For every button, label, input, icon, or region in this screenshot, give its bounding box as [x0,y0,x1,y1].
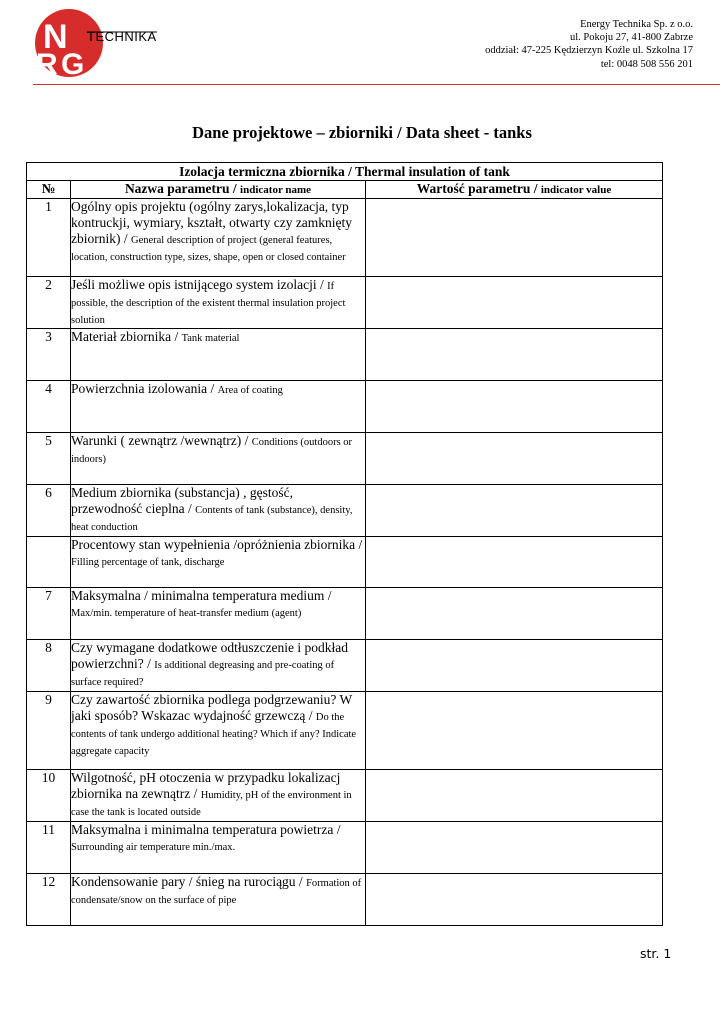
company-logo [33,8,163,80]
parameter-name [71,874,366,926]
column-header-value-en: indicator value [540,184,612,196]
value-cell[interactable] [366,692,663,770]
parameter-name-pl: Jeśli możliwe opis istnijącego system izolacji / [71,277,324,292]
table-row [27,770,663,822]
parameter-name-pl: Powierzchnia izolowania / [71,381,215,396]
logo-letter-g: G [61,48,85,80]
parameter-name-pl: Materiał zbiornika / [71,329,179,344]
parameter-name [71,277,366,329]
parameter-name-en: Humidity, pH of the environment in case the tank is located outside [71,790,352,818]
table-row [27,485,663,537]
parameter-name-pl: Medium zbiornika (substancja) , gęstość, przewodność cieplna / [71,485,293,516]
parameter-name [71,329,366,381]
table-row [27,640,663,692]
parameter-name-pl: Czy wymagane dodatkowe odtłuszczenie i podkład powierzchni? / [71,640,349,671]
parameter-name [71,822,366,874]
parameter-name-en: General description of project (general features, location, construction type, sizes, shape, open or closed container [71,235,346,263]
parameter-name-en: Max/min. temperature of heat-transfer medium (agent) [71,608,302,619]
value-cell[interactable] [366,874,663,926]
page-title: Dane projektowe – zbiorniki / Data sheet - tanks [192,123,532,142]
company-phone: tel: 0048 508 556 201 [600,58,693,70]
parameter-name-pl: Warunki ( zewnątrz /wewnątrz) / [71,433,249,448]
nrg-logo-graphic [33,8,163,80]
header-divider [33,84,720,85]
logo-wordmark: TECHNIKA [87,29,157,44]
parameter-name-pl: Wilgotność, pH otoczenia w przypadku lokalizacj zbiornika na zewnątrz / [71,770,341,801]
parameter-name-pl: Maksymalna i minimalna temperatura powietrza / [71,822,341,837]
row-number: 9 [27,692,71,770]
value-cell[interactable] [366,277,663,329]
row-number: 1 [27,199,71,277]
logo-letter-r: R [36,48,58,80]
row-number: 8 [27,640,71,692]
parameter-name-en: If possible, the description of the existent thermal insulation project solution [71,281,346,326]
parameter-name-en: Tank material [181,333,240,344]
value-cell[interactable] [366,485,663,537]
row-number: 12 [27,874,71,926]
row-number: 10 [27,770,71,822]
column-header-name [71,181,366,199]
parameter-name [71,692,366,770]
row-number [27,537,71,588]
row-number: 5 [27,433,71,485]
row-number: 11 [27,822,71,874]
value-cell[interactable] [366,588,663,640]
column-header-name-en: indicator name [240,184,312,196]
table-row [27,199,663,277]
row-number: 6 [27,485,71,537]
parameter-name-en: Do the contents of tank undergo additional heating? Which if any? Indicate aggregate capacity [71,712,357,757]
table-row [27,822,663,874]
parameter-name-en: Is additional degreasing and pre-coating of surface required? [71,660,335,688]
column-header-value-pl: Wartość parametru / [416,181,538,196]
row-number: 4 [27,381,71,433]
value-cell[interactable] [366,537,663,588]
parameter-name [71,588,366,640]
company-name: Energy Technika Sp. z o.o. [580,19,693,30]
parameter-name-en: Filling percentage of tank, discharge [71,557,225,568]
parameter-name [71,433,366,485]
parameter-name [71,485,366,537]
company-branch: oddział: 47-225 Kędzierzyn Koźle ul. Szkolna 17 [485,45,693,57]
parameter-name-en: Conditions (outdoors or indoors) [71,437,353,465]
table-caption: Izolacja termiczna zbiornika / Thermal insulation of tank [27,163,663,181]
parameter-name [71,640,366,692]
table-row [27,874,663,926]
table-body [27,199,663,926]
table-row [27,692,663,770]
parameter-name-en: Contents of tank (substance), density, heat conduction [71,505,353,533]
company-address: ul. Pokoju 27, 41-800 Zabrze [569,32,693,44]
row-number: 3 [27,329,71,381]
value-cell[interactable] [366,640,663,692]
parameter-name [71,537,366,588]
parameter-name [71,199,366,277]
parameter-name [71,381,366,433]
parameter-name-pl: Czy zawartość zbiornika podlega podgrzewaniu? W jaki sposób? Wskazac wydajność grzewczą / [71,692,353,723]
table-row [27,381,663,433]
value-cell[interactable] [366,822,663,874]
page-number: str. 1 [640,946,672,961]
parameter-name-pl: Ogólny opis projektu (ogólny zarys,lokalizacja, typ kontruckji, wymiary, kształt, otwarty czy zamknięty zbiornik) / [71,199,353,246]
value-cell[interactable] [366,381,663,433]
parameter-name-en: Surrounding air temperature min./max. [71,842,236,853]
table-row [27,277,663,329]
table-row [27,537,663,588]
row-number: 7 [27,588,71,640]
column-header-name-pl: Nazwa parametru / [124,181,237,196]
table-row [27,433,663,485]
company-contact-block [485,18,693,71]
logo-letter-n: N [43,18,68,56]
value-cell[interactable] [366,770,663,822]
column-header-value [366,181,663,199]
parameter-name-pl: Procentowy stan wypełnienia /opróżnienia zbiornika / [71,537,363,552]
parameter-name-pl: Maksymalna / minimalna temperatura medium / [71,588,332,603]
data-sheet-table [26,162,663,926]
column-header-number: № [27,181,71,199]
table-row [27,329,663,381]
parameter-name-pl: Kondensowanie pary / śnieg na rurociągu / [71,874,303,889]
value-cell[interactable] [366,433,663,485]
row-number: 2 [27,277,71,329]
parameter-name-en: Formation of condensate/snow on the surface of pipe [71,878,362,906]
parameter-name [71,770,366,822]
parameter-name-en: Area of coating [217,385,283,396]
value-cell[interactable] [366,199,663,277]
value-cell[interactable] [366,329,663,381]
table-row [27,588,663,640]
